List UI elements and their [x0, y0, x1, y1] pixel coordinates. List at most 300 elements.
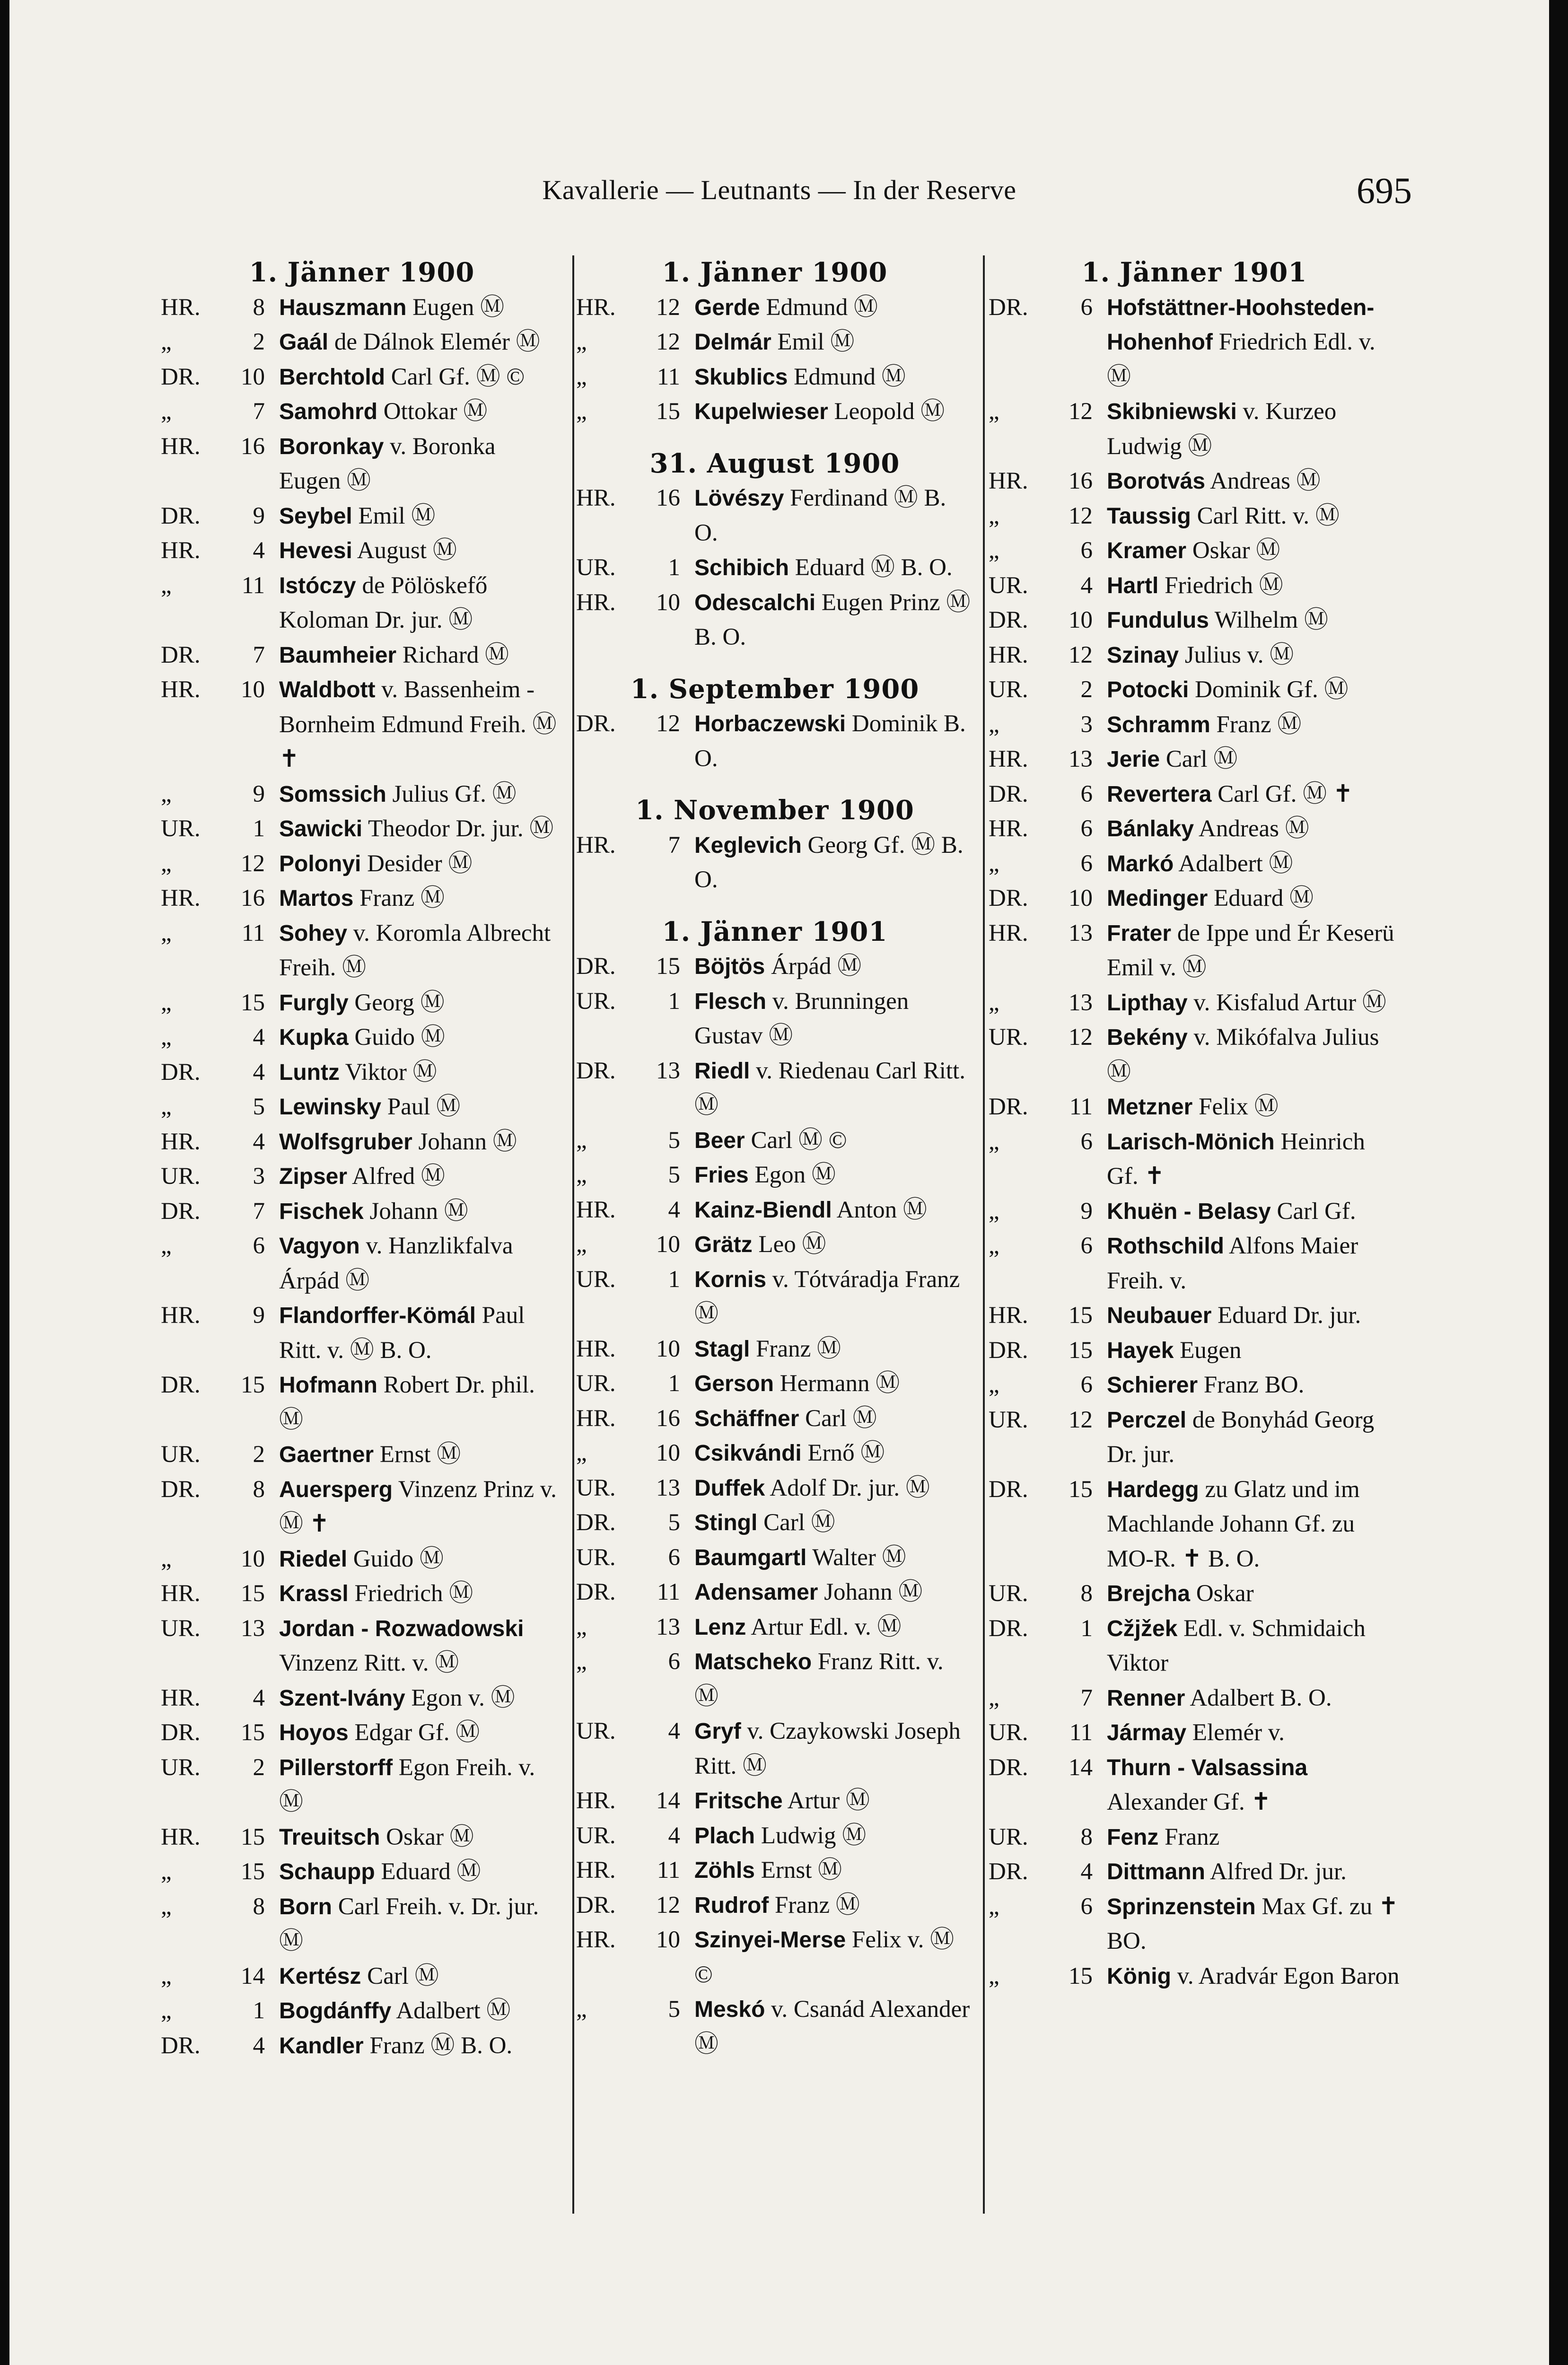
officer-surname: Somssich	[279, 781, 386, 807]
officer-entry	[989, 534, 1400, 569]
officer-details: Carl Gf. Ⓜ ✝	[1218, 780, 1353, 807]
officer-details: Alfred Dr. jur.	[1209, 1858, 1347, 1885]
officer-details: Paul Ⓜ	[387, 1094, 461, 1120]
officer-text	[694, 1575, 973, 1610]
officer-text	[1107, 1125, 1400, 1194]
officer-text	[279, 394, 563, 429]
officer-entry	[576, 1992, 973, 2062]
officer-surname: Gerde	[694, 295, 760, 320]
officer-entry	[989, 1716, 1400, 1751]
officer-details: v. Tótváradja Franz Ⓜ	[694, 1266, 960, 1327]
regiment-number: 13	[656, 1474, 680, 1501]
regiment-branch: HR.	[576, 485, 616, 511]
officer-details: Desider Ⓜ	[367, 850, 473, 877]
regiment-number: 6	[253, 1233, 265, 1259]
officer-text	[1107, 290, 1400, 395]
officer-surname: Riedel	[279, 1546, 348, 1572]
regiment-number: 8	[253, 1893, 265, 1920]
officer-text	[279, 881, 563, 916]
officer-text	[279, 1959, 563, 1994]
officer-entry	[989, 916, 1400, 986]
regiment-branch: „	[161, 1545, 172, 1572]
officer-entry	[989, 1333, 1400, 1368]
regiment-number: 13	[656, 1613, 680, 1640]
officer-details: Egon Ⓜ	[754, 1162, 836, 1188]
regiment-branch: UR.	[576, 1266, 616, 1293]
officer-text	[1107, 1472, 1400, 1577]
officer-surname: Odescalchi	[694, 590, 816, 615]
regiment-number: 2	[253, 1754, 265, 1781]
officer-surname: Zöhls	[694, 1858, 755, 1883]
regiment-number: 15	[1069, 1302, 1093, 1329]
regiment-number: 15	[241, 1823, 265, 1850]
officer-details: Emil Ⓜ	[777, 329, 855, 355]
officer-entry	[989, 1959, 1400, 1994]
regiment-branch: DR.	[989, 607, 1028, 633]
officer-surname: Lewinsky	[279, 1095, 382, 1120]
officer-text	[1107, 812, 1400, 847]
officer-surname: Hartl	[1107, 573, 1159, 598]
officer-surname: Gaál	[279, 330, 329, 355]
regiment-branch: „	[576, 1127, 587, 1154]
officer-details: Heinrich Gf. ✝	[1107, 1128, 1365, 1190]
officer-text	[694, 984, 973, 1054]
officer-entry	[161, 1542, 563, 1577]
officer-surname: Pillerstorff	[279, 1755, 393, 1780]
date-heading: 1. Jänner 1900	[249, 257, 475, 288]
officer-text	[1107, 394, 1400, 464]
regiment-branch: UR.	[989, 1580, 1028, 1607]
officer-surname: Hauszmann	[279, 295, 407, 320]
regiment-branch: UR.	[989, 572, 1028, 599]
regiment-branch: „	[161, 572, 172, 599]
regiment-branch: DR.	[989, 294, 1028, 321]
regiment-number: 8	[253, 294, 265, 321]
officer-details: Carl Ⓜ	[805, 1405, 877, 1432]
regiment-number: 15	[656, 953, 680, 980]
regiment-branch: UR.	[989, 1406, 1028, 1433]
regiment-number: 7	[253, 398, 265, 425]
regiment-number: 3	[253, 1163, 265, 1190]
officer-surname: Fritsche	[694, 1788, 783, 1813]
regiment-number: 1	[668, 1266, 680, 1293]
regiment-number: 12	[656, 710, 680, 737]
officer-surname: Neubauer	[1107, 1303, 1212, 1328]
officer-entry	[161, 1368, 563, 1437]
officer-details: Eduard Ⓜ	[381, 1858, 481, 1885]
officer-text	[694, 394, 973, 429]
officer-surname: Auersperg	[279, 1477, 393, 1502]
officer-surname: Kupelwieser	[694, 399, 828, 424]
regiment-number: 13	[656, 1057, 680, 1084]
officer-text	[279, 1577, 563, 1612]
regiment-branch: DR.	[161, 1059, 201, 1086]
officer-details: Robert Dr. phil. Ⓜ	[279, 1372, 535, 1433]
officer-entry	[576, 1401, 973, 1437]
regiment-branch: „	[989, 1684, 999, 1711]
officer-details: Franz Ⓜ	[756, 1335, 841, 1362]
officer-details: Franz BO.	[1203, 1372, 1305, 1398]
regiment-branch: UR.	[161, 1615, 201, 1642]
officer-entry	[161, 1577, 563, 1612]
regiment-branch: „	[161, 1094, 172, 1120]
regiment-branch: HR.	[989, 641, 1028, 668]
officer-details: Ferdinand Ⓜ B. O.	[694, 485, 946, 546]
regiment-number: 10	[656, 1927, 680, 1953]
officer-surname: Jerie	[1107, 747, 1160, 772]
regiment-number: 4	[253, 1059, 265, 1086]
officer-entry	[576, 1054, 973, 1123]
officer-text	[694, 828, 973, 898]
officer-text	[279, 290, 563, 325]
officer-details: Friedrich Ⓜ	[354, 1580, 473, 1607]
regiment-number: 7	[253, 641, 265, 668]
officer-details: Andreas Ⓜ	[1199, 815, 1309, 842]
officer-details: Adalbert Ⓜ	[1178, 850, 1293, 877]
officer-entry	[989, 464, 1400, 499]
regiment-branch: „	[161, 920, 172, 946]
officer-text	[279, 429, 563, 499]
regiment-number: 4	[253, 537, 265, 564]
officer-details: Leopold Ⓜ	[834, 398, 945, 425]
officer-text	[1107, 1090, 1400, 1125]
officer-surname: Szinay	[1107, 642, 1179, 668]
officer-details: v. Kisfalud Artur Ⓜ	[1193, 989, 1386, 1016]
regiment-branch: HR.	[576, 1787, 616, 1814]
officer-surname: Stagl	[694, 1336, 750, 1362]
officer-entry	[989, 1820, 1400, 1855]
officer-entry	[161, 290, 563, 325]
officer-surname: Jármay	[1107, 1720, 1187, 1745]
officer-details: Alfred Ⓜ	[351, 1163, 445, 1190]
officer-entry	[989, 1403, 1400, 1472]
regiment-branch: „	[989, 502, 999, 529]
officer-surname: Kertész	[279, 1963, 361, 1989]
regiment-branch: DR.	[576, 1509, 616, 1536]
column-3	[989, 255, 1400, 1994]
officer-entry	[576, 586, 973, 655]
regiment-number: 13	[1069, 920, 1093, 946]
regiment-branch: HR.	[576, 294, 616, 321]
column-1	[161, 255, 563, 2063]
officer-surname: Gerson	[694, 1371, 774, 1396]
officer-text	[279, 986, 563, 1021]
regiment-branch: DR.	[989, 1754, 1028, 1781]
regiment-number: 16	[241, 885, 265, 911]
regiment-branch: HR.	[989, 1302, 1028, 1329]
officer-surname: Potocki	[1107, 677, 1189, 702]
officer-text	[1107, 777, 1400, 812]
officer-details: de Bonyhád Georg Dr. jur.	[1107, 1406, 1375, 1468]
regiment-branch: UR.	[161, 1441, 201, 1468]
officer-surname: Keglevich	[694, 832, 802, 858]
regiment-branch: HR.	[161, 1684, 201, 1711]
date-heading: 1. September 1900	[630, 673, 920, 705]
officer-surname: Istóczy	[279, 573, 356, 598]
officer-text	[694, 290, 973, 325]
regiment-number: 12	[656, 294, 680, 321]
officer-details: Egon Freih. v. Ⓜ	[279, 1754, 535, 1815]
regiment-branch: HR.	[576, 832, 616, 858]
regiment-branch: „	[161, 398, 172, 425]
officer-text	[1107, 1681, 1400, 1716]
officer-details: Friedrich Edl. v. Ⓜ	[1107, 329, 1375, 390]
officer-surname: Szent-Ivány	[279, 1685, 405, 1711]
officer-surname: Lövészy	[694, 486, 784, 511]
officer-text	[1107, 1368, 1400, 1403]
officer-details: Johann Ⓜ	[824, 1579, 923, 1605]
officer-text	[279, 325, 563, 360]
officer-entry	[989, 1298, 1400, 1333]
date-heading: 1. Jänner 1900	[662, 257, 888, 288]
regiment-number: 13	[1069, 989, 1093, 1016]
regiment-number: 15	[241, 1580, 265, 1607]
officer-details: Carl Ⓜ ©	[751, 1127, 847, 1154]
running-title: Kavallerie — Leutnants — In der Reserve	[542, 175, 1016, 205]
officer-details: Adalbert Ⓜ	[396, 1997, 511, 2024]
officer-details: Johann Ⓜ	[418, 1128, 517, 1155]
officer-details: v. Bassenheim - Bornheim Edmund Freih. Ⓜ ✝	[279, 676, 557, 772]
officer-details: Artur Edl. v. Ⓜ	[751, 1613, 902, 1640]
regiment-number: 9	[1080, 1198, 1093, 1225]
officer-entry	[161, 1959, 563, 1994]
officer-text	[279, 1855, 563, 1890]
officer-text	[694, 1123, 973, 1158]
officer-details: de Ippe und Ér Keserü Emil v. Ⓜ	[1107, 920, 1394, 981]
officer-details: Ottokar Ⓜ	[383, 398, 488, 425]
officer-text	[279, 1298, 563, 1368]
officer-text	[694, 1158, 973, 1193]
officer-details: Artur Ⓜ	[787, 1787, 870, 1814]
column-rule	[983, 255, 985, 2214]
regiment-number: 15	[241, 1372, 265, 1398]
officer-surname: Lipthay	[1107, 990, 1188, 1016]
officer-entry	[989, 499, 1400, 534]
regiment-number: 12	[241, 850, 265, 877]
officer-details: de Dálnok Elemér Ⓜ	[334, 329, 540, 355]
officer-surname: Fries	[694, 1163, 749, 1188]
regiment-branch: HR.	[989, 815, 1028, 842]
officer-surname: Renner	[1107, 1685, 1185, 1711]
regiment-number: 13	[241, 1615, 265, 1642]
officer-entry	[576, 1784, 973, 1819]
officer-details: Eduard Ⓜ	[1214, 885, 1314, 911]
officer-details: zu Glatz und im Machlande Johann Gf. zu MO-R. ✝ B. O.	[1107, 1476, 1360, 1572]
officer-surname: Schaupp	[279, 1859, 375, 1884]
officer-text	[1107, 1020, 1400, 1090]
officer-details: v. Aradvár Egon Baron	[1177, 1962, 1400, 1989]
regiment-number: 6	[1080, 1233, 1093, 1259]
officer-text	[279, 1055, 563, 1090]
officer-details: Richard Ⓜ	[402, 641, 509, 668]
officer-text	[694, 1645, 973, 1714]
regiment-branch: DR.	[161, 363, 201, 390]
regiment-number: 6	[1080, 294, 1093, 321]
officer-entry	[576, 1541, 973, 1576]
officer-details: Hermann Ⓜ	[780, 1370, 900, 1397]
officer-surname: Larisch-Mönich	[1107, 1129, 1275, 1155]
regiment-number: 15	[241, 1858, 265, 1885]
regiment-number: 10	[656, 589, 680, 616]
officer-text	[279, 1716, 563, 1751]
officer-entry	[161, 881, 563, 916]
regiment-number: 15	[1069, 1337, 1093, 1364]
officer-details: v. Hanzlikfalva Árpád Ⓜ	[279, 1233, 513, 1294]
officer-text	[279, 916, 563, 986]
officer-surname: Cžjžek	[1107, 1616, 1178, 1641]
officer-details: v. Koromla Albrecht Freih. Ⓜ	[279, 920, 551, 981]
officer-entry	[576, 1123, 973, 1158]
officer-entry	[576, 290, 973, 325]
officer-entry	[161, 2029, 563, 2064]
officer-surname: Horbaczewski	[694, 711, 846, 736]
officer-text	[279, 847, 563, 882]
regiment-branch: „	[989, 1893, 999, 1920]
officer-entry	[989, 881, 1400, 916]
officer-text	[279, 2029, 563, 2064]
regiment-number: 6	[668, 1544, 680, 1571]
regiment-branch: „	[989, 398, 999, 425]
officer-text	[1107, 1751, 1400, 1820]
regiment-number: 7	[1080, 1684, 1093, 1711]
officer-details: v. Riedenau Carl Ritt. Ⓜ	[694, 1057, 965, 1119]
regiment-number: 1	[668, 988, 680, 1015]
regiment-number: 1	[253, 815, 265, 842]
officer-entry	[161, 1751, 563, 1820]
officer-text	[1107, 638, 1400, 673]
officer-details: Vinzenz Ritt. v. Ⓜ	[279, 1650, 459, 1676]
regiment-number: 6	[1080, 537, 1093, 564]
officer-details: Edl. v. Schmidaich Viktor	[1107, 1615, 1366, 1676]
officer-text	[279, 1368, 563, 1437]
officer-entry	[989, 777, 1400, 812]
officer-surname: Hofmann	[279, 1373, 377, 1398]
officer-surname: Duffek	[694, 1475, 765, 1501]
regiment-number: 1	[668, 554, 680, 581]
officer-surname: Bogdánffy	[279, 1998, 392, 2023]
officer-entry	[576, 325, 973, 360]
officer-entry	[576, 1714, 973, 1784]
regiment-number: 6	[1080, 850, 1093, 877]
officer-surname: Rothschild	[1107, 1234, 1224, 1259]
officer-surname: Baumgartl	[694, 1545, 807, 1570]
regiment-number: 11	[657, 363, 680, 390]
officer-entry	[989, 742, 1400, 777]
regiment-number: 7	[668, 832, 680, 858]
officer-entry	[989, 1229, 1400, 1298]
officer-text	[694, 1784, 973, 1819]
regiment-number: 3	[1080, 711, 1093, 738]
officer-entry	[161, 394, 563, 429]
officer-surname: Fenz	[1107, 1824, 1159, 1850]
regiment-number: 8	[1080, 1580, 1093, 1607]
officer-details: Felix v. Ⓜ ©	[694, 1927, 955, 1988]
officer-entry	[161, 1125, 563, 1160]
regiment-branch: DR.	[576, 953, 616, 980]
regiment-branch: DR.	[989, 885, 1028, 911]
officer-details: Carl Ⓜ	[1165, 746, 1238, 772]
regiment-number: 5	[668, 1996, 680, 2023]
officer-details: Eduard Ⓜ B. O.	[795, 554, 953, 581]
regiment-branch: DR.	[576, 1892, 616, 1918]
officer-details: Franz Ⓜ	[775, 1892, 860, 1918]
officer-text	[279, 673, 563, 777]
officer-surname: Hofstättner-Hoohsteden-Hohenhof	[1107, 295, 1375, 355]
officer-surname: Hardegg	[1107, 1477, 1199, 1502]
officer-surname: Schramm	[1107, 712, 1210, 737]
regiment-branch: UR.	[576, 1822, 616, 1849]
officer-details: Friedrich Ⓜ	[1165, 572, 1283, 599]
officer-details: Carl Ⓜ	[763, 1509, 835, 1536]
officer-entry	[989, 569, 1400, 604]
regiment-branch: „	[576, 1613, 587, 1640]
officer-entry	[989, 1577, 1400, 1612]
officer-surname: Fundulus	[1107, 608, 1209, 633]
officer-text	[1107, 1716, 1400, 1751]
officer-surname: Sawicki	[279, 816, 363, 841]
officer-details: Carl Gf. Ⓜ ©	[391, 363, 525, 390]
officer-details: Max Gf. zu ✝ BO.	[1107, 1893, 1399, 1954]
officer-entry	[161, 847, 563, 882]
page-header	[9, 170, 1549, 212]
officer-surname: Zipser	[279, 1164, 348, 1189]
officer-text	[1107, 1890, 1400, 1959]
officer-text	[694, 1541, 973, 1576]
regiment-number: 6	[1080, 1128, 1093, 1155]
regiment-branch: „	[576, 363, 587, 390]
officer-details: Carl Ⓜ	[367, 1962, 439, 1989]
page-number: 695	[1357, 170, 1412, 211]
officer-entry	[989, 394, 1400, 464]
officer-details: Julius Gf. Ⓜ	[392, 780, 517, 807]
regiment-branch: „	[576, 329, 587, 355]
regiment-branch: „	[989, 1128, 999, 1155]
officer-surname: Schierer	[1107, 1373, 1198, 1398]
column-rule	[572, 255, 574, 2214]
officer-entry	[161, 429, 563, 499]
officer-details: Andreas Ⓜ	[1210, 468, 1321, 494]
officer-surname: Wolfsgruber	[279, 1129, 412, 1155]
regiment-number: 10	[1069, 607, 1093, 633]
officer-surname: Thurn - Valsassina	[1107, 1755, 1308, 1780]
officer-surname: Csikvándi	[694, 1441, 802, 1466]
officer-surname: Hevesi	[279, 538, 352, 563]
regiment-branch: DR.	[989, 1615, 1028, 1642]
officer-entry	[576, 481, 973, 551]
officer-entry	[989, 603, 1400, 638]
regiment-number: 2	[253, 1441, 265, 1468]
officer-entry	[161, 986, 563, 1021]
officer-details: Edmund Ⓜ	[766, 294, 878, 321]
officer-details: Carl Gf.	[1277, 1198, 1356, 1225]
regiment-branch: UR.	[989, 676, 1028, 703]
officer-surname: Flesch	[694, 989, 767, 1014]
officer-text	[694, 586, 973, 655]
officer-details: Ernő Ⓜ	[807, 1440, 885, 1466]
date-heading: 1. Jänner 1901	[662, 916, 888, 947]
officer-surname: Sohey	[279, 920, 348, 946]
officer-details: Ludwig Ⓜ	[761, 1822, 867, 1849]
officer-details: v. Mikófalva Julius Ⓜ	[1107, 1024, 1379, 1086]
officer-surname: Skibniewski	[1107, 399, 1237, 424]
officer-entry	[576, 1366, 973, 1401]
officer-surname: Brejcha	[1107, 1581, 1191, 1606]
officer-details: Ernst Ⓜ	[761, 1857, 842, 1883]
officer-text	[1107, 1959, 1400, 1994]
officer-entry	[989, 1612, 1400, 1681]
officer-details: Elemér v.	[1192, 1719, 1285, 1746]
officer-details: Alfons Maier Freih. v.	[1107, 1233, 1358, 1294]
